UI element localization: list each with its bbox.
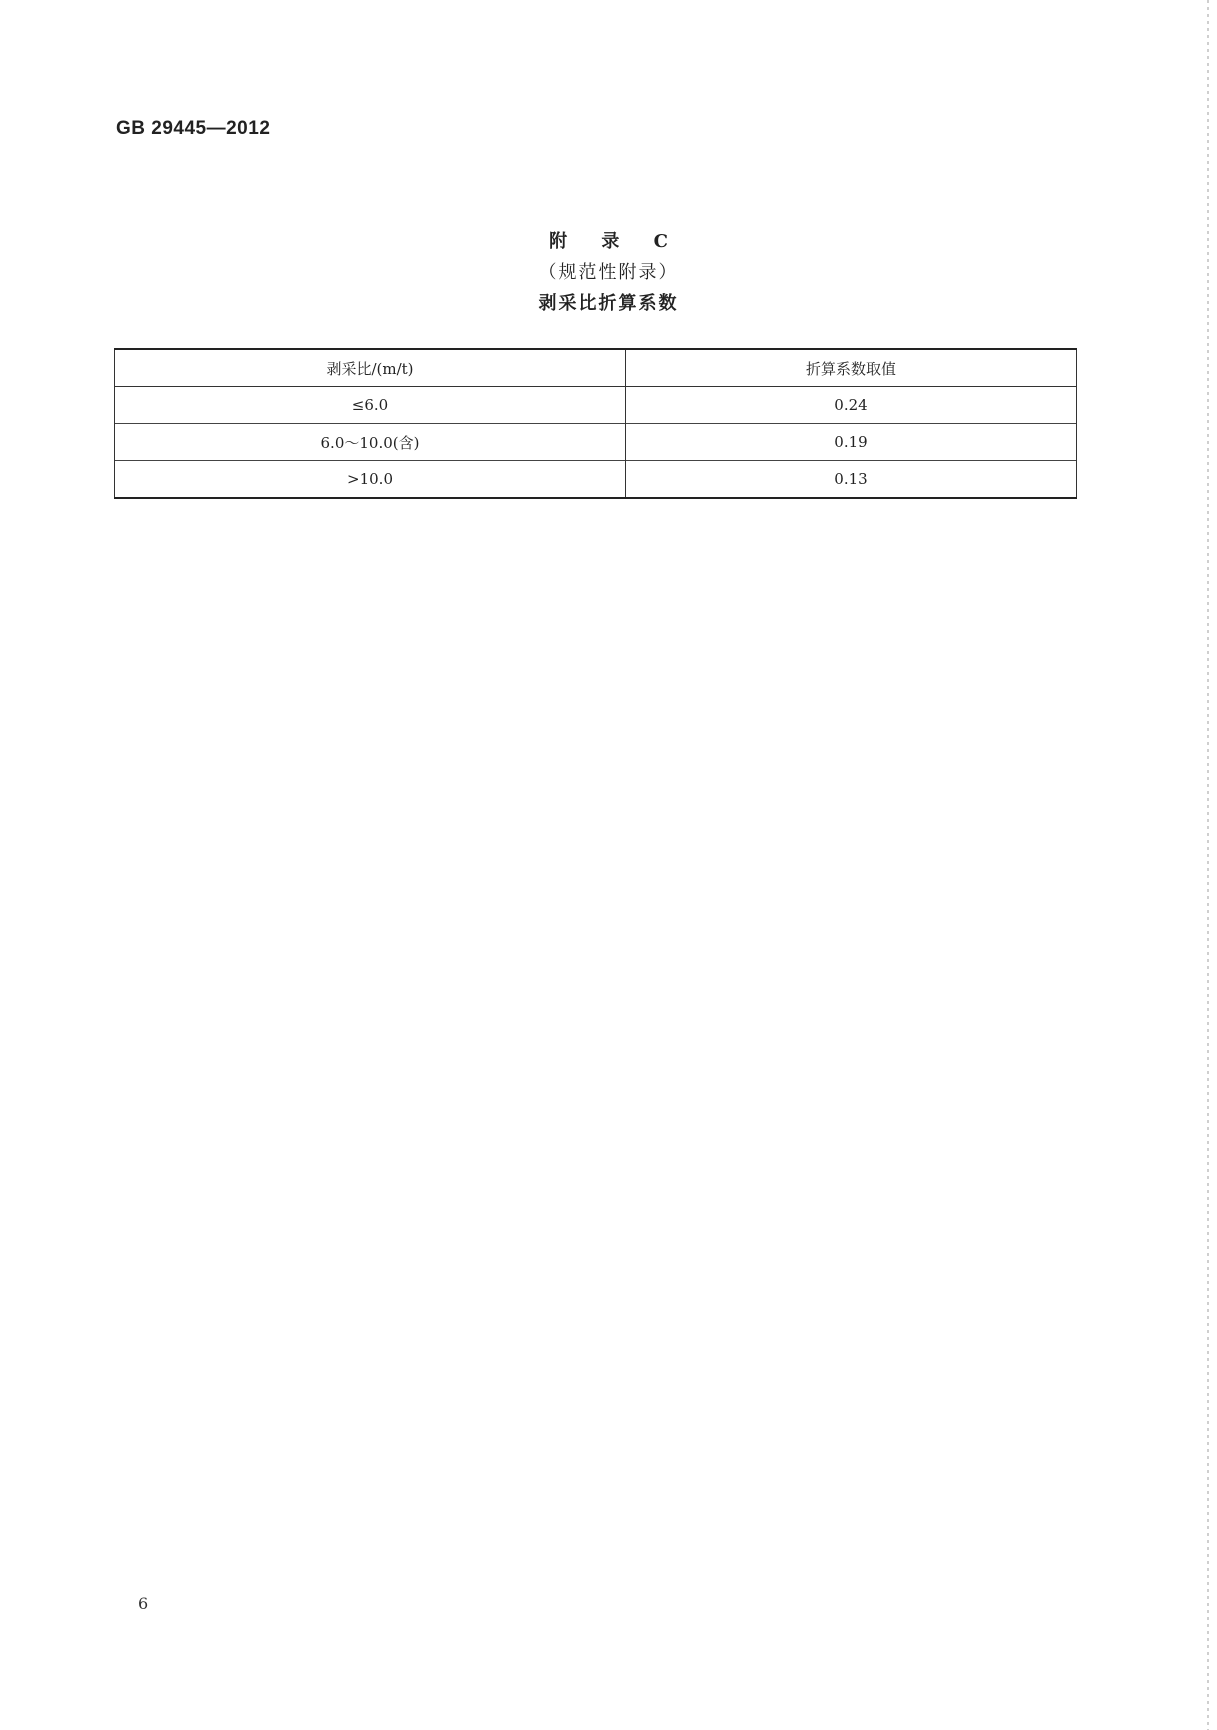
stripping-ratio-cell: ≤6.0 xyxy=(115,387,626,424)
table-row xyxy=(115,387,1077,424)
table-title: 剥采比折算系数 xyxy=(538,293,679,314)
coefficient-cell: 0.13 xyxy=(626,461,1077,499)
standard-code: GB 29445—2012 xyxy=(116,118,271,139)
table-header-row xyxy=(115,349,1077,387)
column-header-stripping-ratio: 剥采比/(m/t) xyxy=(115,349,626,387)
appendix-title-block xyxy=(0,226,1217,319)
coefficient-cell: 0.19 xyxy=(626,424,1077,461)
page-number: 6 xyxy=(138,1594,149,1613)
coefficient-cell: 0.24 xyxy=(626,387,1077,424)
conversion-coefficient-table xyxy=(114,348,1077,499)
stripping-ratio-cell: >10.0 xyxy=(115,461,626,499)
scan-edge-line xyxy=(1207,0,1209,1730)
stripping-ratio-cell: 6.0～10.0(含) xyxy=(115,424,626,461)
table-row xyxy=(115,461,1077,499)
column-header-coefficient: 折算系数取值 xyxy=(626,349,1077,387)
appendix-label: 附 录 C xyxy=(549,231,682,252)
table-row xyxy=(115,424,1077,461)
normative-note: （规范性附录） xyxy=(538,262,679,283)
